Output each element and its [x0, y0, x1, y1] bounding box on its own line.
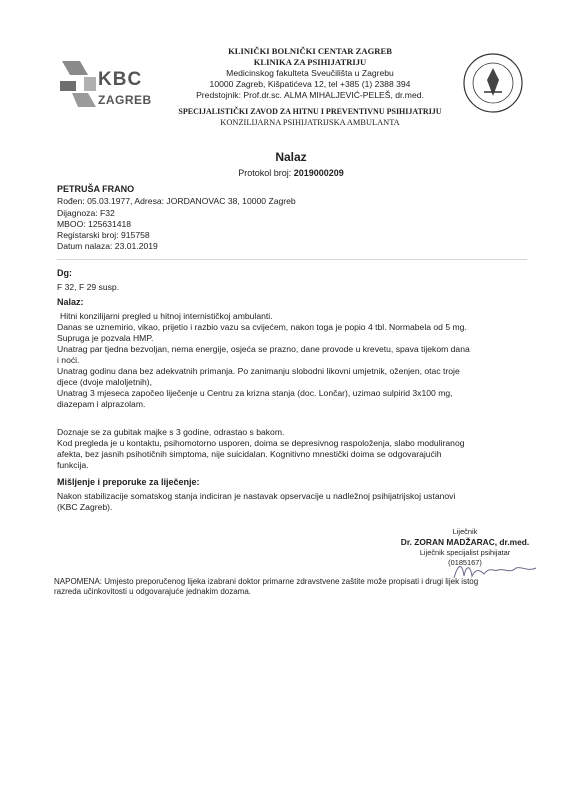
misljenje-text: Nakon stabilizacije somatskog stanja indiciran je nastavak opservacije u nadležnoj psihijatrijskoj ustanovi (KBC Zagreb).: [57, 491, 456, 512]
header-line-5: Predstojnik: Prof.dr.sc. ALMA MIHALJEVIĆ-PELEŠ, dr.med.: [196, 90, 424, 100]
signature-code: (0185167): [448, 558, 482, 567]
nalaz-paragraph-5: Unatrag 3 mjeseca započeo liječenje u Centru za krizna stanja (doc. Lončar), uzimao sulpirid 3x100 mg, diazepam i alprazolam.: [57, 388, 453, 409]
seal-icon: [462, 52, 524, 114]
protocol-label: Protokol broj:: [238, 168, 292, 178]
nalaz-paragraph-4: Unatrag godinu dana bez adekvatnih primanja. Po zanimanju slobodni likovni umjetnik, oženjen, otac troje djece (dvoje maloljetnih),: [57, 366, 460, 387]
header-line-7: KONZILIJARNA PSIHIJATRIJSKA AMBULANTA: [220, 118, 400, 127]
patient-diagnosis: Dijagnoza: F32: [57, 208, 115, 218]
logo-text-zagreb: ZAGREB: [98, 93, 152, 107]
patient-mboo: MBOO: 125631418: [57, 219, 132, 229]
document-title: Nalaz: [275, 150, 307, 164]
dg-text: F 32, F 29 susp.: [57, 282, 120, 292]
patient-name: PETRUŠA FRANO: [57, 184, 135, 194]
university-seal: [462, 52, 524, 114]
header-line-4: 10000 Zagreb, Kišpatićeva 12, tel +385 (1) 2388 394: [209, 79, 411, 89]
nalaz-paragraph-7: Kod pregleda je u kontaktu, psihomotorno usporen, doima se depresivnog raspoloženja, slabo moduliranog afekta, bez jasnih psihotičnih simptoma, nije suicidalan. Kognitivno mnestički doima se odgovarajućih funkcija.: [57, 438, 465, 470]
protocol-line: [0, 168, 582, 178]
kbc-logo-mark-icon: [58, 57, 98, 109]
patient-born: Rođen: 05.03.1977, Adresa: JORDANOVAC 38, 10000 Zagreb: [57, 196, 296, 206]
header-line-6: SPECIJALISTIČKI ZAVOD ZA HITNU I PREVENTIVNU PSIHIJATRIJU: [178, 107, 442, 116]
nalaz-paragraph-1: Hitni konzilijarni pregled u hitnoj internističkoj ambulanti.: [60, 311, 273, 321]
header-line-1: KLINIČKI BOLNIČKI CENTAR ZAGREB: [228, 46, 392, 56]
header-line-3: Medicinskog fakulteta Sveučilišta u Zagrebu: [226, 68, 394, 78]
nalaz-paragraph-3: Unatrag par tjedna bezvoljan, nema energije, osjeća se prazno, dane provode u krevetu, spava tijekom dana i noći.: [57, 344, 470, 365]
signature-name: Dr. ZORAN MADŽARAC, dr.med.: [400, 537, 530, 547]
logo-text-kbc: KBC: [98, 69, 143, 90]
header-line-2: KLINIKA ZA PSIHIJATRIJU: [253, 57, 367, 67]
divider: [57, 259, 527, 260]
footer-note: NAPOMENA: Umjesto preporučenog lijeka izabrani doktor primarne zdravstvene zaštite može propisati i drugi lijek istog razreda učinkovitosti u odgovarajuće jednakim dozama.: [54, 577, 479, 596]
patient-registry: Registarski broj: 915758: [57, 230, 150, 240]
dg-heading: Dg:: [57, 268, 72, 278]
protocol-number: 2019000209: [293, 168, 344, 178]
nalaz-heading: Nalaz:: [57, 297, 84, 307]
signature-title: Liječnik specijalist psihijatar: [419, 548, 511, 557]
misljenje-heading: Mišljenje i preporuke za liječenje:: [57, 477, 200, 487]
kbc-logo: [58, 57, 168, 112]
nalaz-paragraph-6: Doznaje se za gubitak majke s 3 godine, odrastao s bakom.: [57, 427, 285, 437]
signature-role: Liječnik: [452, 527, 478, 536]
patient-date: Datum nalaza: 23.01.2019: [57, 241, 158, 251]
nalaz-paragraph-2: Danas se uznemirio, vikao, prijetio i razbio vazu sa cvijećem, nakon toga je popio 4 tbl. Normabela od 5 mg. Supruga je pozvala HMP.: [57, 322, 467, 343]
